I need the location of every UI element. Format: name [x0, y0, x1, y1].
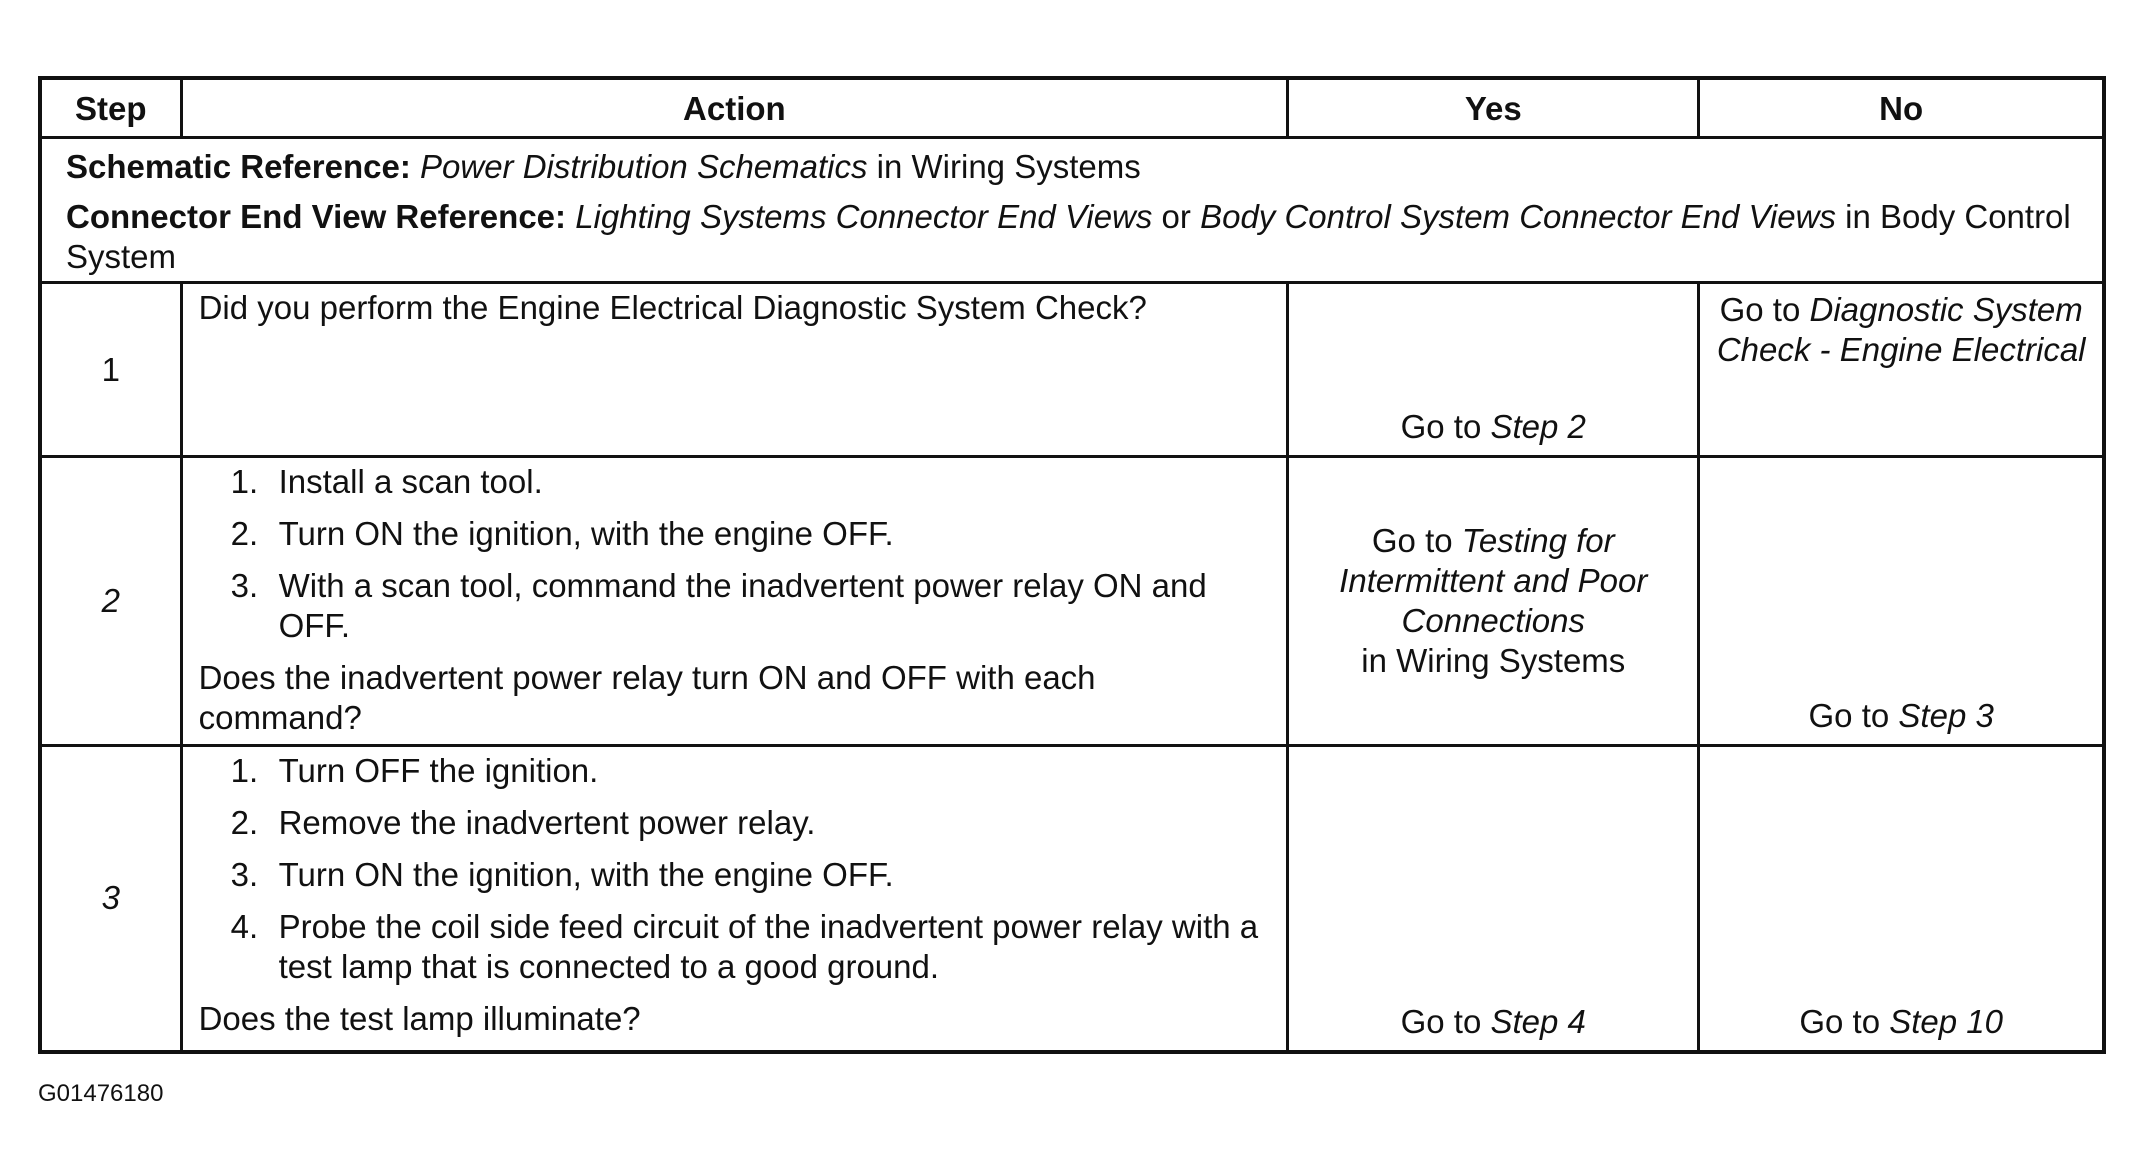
connector-reference-label: Connector End View Reference:	[66, 198, 567, 235]
yes-suffix: in Wiring Systems	[1361, 642, 1626, 679]
yes-cell	[1288, 746, 1699, 1052]
no-cell	[1699, 283, 2104, 457]
connector-reference-link-1[interactable]: Lighting Systems Connector End Views	[575, 198, 1153, 235]
table-row	[40, 283, 2104, 457]
no-prefix: Go to	[1719, 291, 1810, 328]
step-question: Does the test lamp illuminate?	[198, 1000, 641, 1037]
list-item-text: Turn ON the ignition, with the engine OFF.	[278, 515, 894, 552]
header-step: Step	[40, 78, 181, 138]
no-cell	[1699, 457, 2104, 746]
step-number: 1	[40, 283, 181, 457]
table-row	[40, 457, 2104, 746]
step-number: 2	[40, 457, 181, 746]
step-number: 3	[40, 746, 181, 1052]
list-number: 4.	[230, 908, 259, 945]
header-no: No	[1699, 78, 2104, 138]
no-link[interactable]: Step 3	[1898, 697, 1994, 734]
action-cell	[181, 746, 1288, 1052]
yes-prefix: Go to	[1400, 408, 1491, 445]
list-item-text: Probe the coil side feed circuit of the inadvertent power relay with a test lamp that is connected to a good ground.	[278, 908, 1259, 985]
yes-cell	[1288, 283, 1699, 457]
step-instructions	[199, 751, 1267, 987]
reference-row	[40, 138, 2104, 283]
no-link[interactable]: Diagnostic System Check - Engine Electrical	[1716, 291, 2086, 368]
step-question: Did you perform the Engine Electrical Diagnostic System Check?	[198, 289, 1147, 326]
yes-link[interactable]: Step 2	[1490, 408, 1586, 445]
list-number: 1.	[230, 463, 259, 500]
reference-cell	[40, 138, 2104, 283]
schematic-reference	[66, 147, 2102, 187]
header-row	[40, 78, 2104, 138]
figure-id: G01476180	[38, 1080, 164, 1107]
list-item	[199, 462, 1267, 502]
list-item-text: With a scan tool, command the inadvertent power relay ON and OFF.	[278, 567, 1207, 644]
no-cell	[1699, 746, 2104, 1052]
schematic-reference-link[interactable]: Power Distribution Schematics	[420, 148, 868, 185]
connector-reference-link-2[interactable]: Body Control System Connector End Views	[1200, 198, 1836, 235]
step-instructions	[199, 462, 1267, 646]
list-item	[199, 803, 1267, 843]
list-number: 1.	[230, 752, 259, 789]
list-item	[199, 855, 1267, 895]
list-item-text: Remove the inadvertent power relay.	[278, 804, 816, 841]
yes-cell	[1288, 457, 1699, 746]
list-number: 3.	[230, 856, 259, 893]
list-number: 3.	[230, 567, 259, 604]
list-number: 2.	[230, 515, 259, 552]
yes-link[interactable]: Testing for Intermittent and Poor Connections	[1339, 522, 1648, 639]
connector-reference-or: or	[1152, 198, 1201, 235]
header-action: Action	[181, 78, 1288, 138]
yes-link[interactable]: Step 4	[1490, 1002, 1586, 1040]
no-prefix: Go to	[1799, 1002, 1890, 1040]
list-item	[199, 907, 1267, 987]
list-item-text: Turn ON the ignition, with the engine OFF.	[278, 856, 894, 893]
step-question: Does the inadvertent power relay turn ON and OFF with each command?	[198, 659, 1096, 736]
list-number: 2.	[230, 804, 259, 841]
no-prefix: Go to	[1808, 697, 1899, 734]
list-item-text: Turn OFF the ignition.	[278, 752, 599, 789]
list-item	[199, 566, 1267, 646]
table-row	[40, 746, 2104, 1052]
header-yes: Yes	[1288, 78, 1699, 138]
action-cell	[181, 283, 1288, 457]
schematic-reference-label: Schematic Reference:	[66, 148, 411, 185]
diagnostic-table-container	[38, 76, 2106, 1054]
action-cell	[181, 457, 1288, 746]
list-item	[199, 514, 1267, 554]
connector-reference-suffix: in Body Control System	[66, 198, 2071, 275]
list-item	[199, 751, 1267, 791]
schematic-reference-suffix: in Wiring Systems	[867, 148, 1141, 185]
yes-prefix: Go to	[1371, 522, 1462, 559]
list-item-text: Install a scan tool.	[278, 463, 543, 500]
diagnostic-table	[38, 76, 2106, 1054]
yes-prefix: Go to	[1400, 1002, 1491, 1040]
connector-reference	[66, 197, 2102, 277]
no-link[interactable]: Step 10	[1889, 1002, 2003, 1040]
